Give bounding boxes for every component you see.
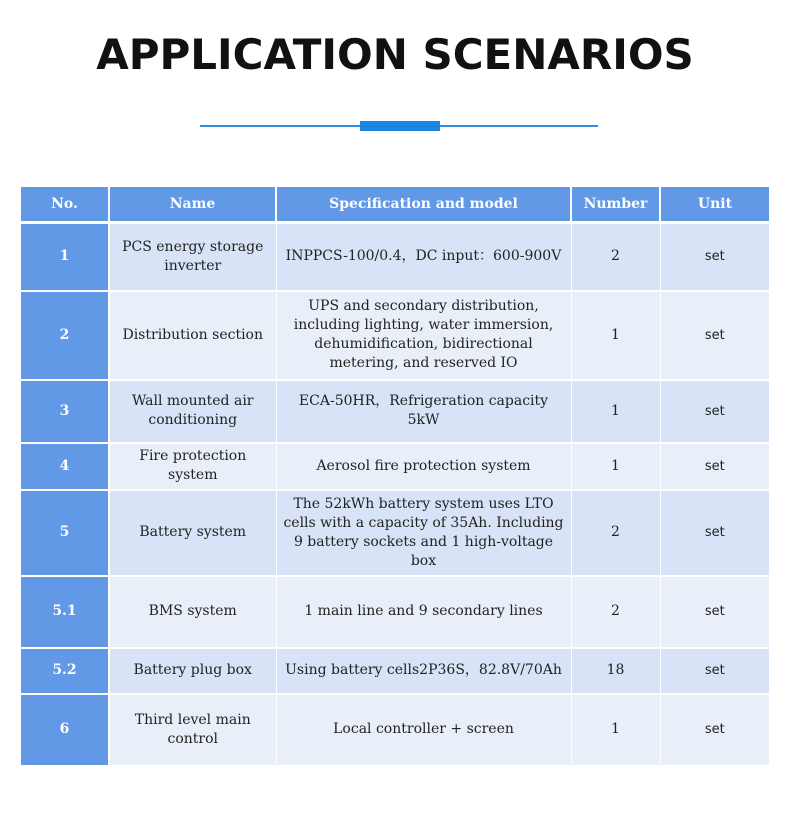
row-spec: ECA-50HR，Refrigeration capacity 5kW <box>276 380 571 443</box>
row-number: 1 <box>571 291 660 380</box>
row-unit: set <box>660 443 769 490</box>
row-no: 1 <box>21 223 109 291</box>
row-unit: set <box>660 291 769 380</box>
row-spec: INPPCS-100/0.4，DC input：600-900V <box>276 223 571 291</box>
table-row <box>21 223 769 291</box>
row-name: PCS energy storage inverter <box>109 223 276 291</box>
row-spec: The 52kWh battery system uses LTO cells with a capacity of 35Ah. Including 9 battery sockets and 1 high-voltage box <box>276 490 571 576</box>
application-scenarios-table <box>21 187 769 767</box>
row-number: 2 <box>571 490 660 576</box>
row-no: 5 <box>21 490 109 576</box>
row-name: Battery plug box <box>109 648 276 694</box>
table-row <box>21 694 769 766</box>
row-number: 1 <box>571 380 660 443</box>
table-row <box>21 443 769 490</box>
row-spec: UPS and secondary distribution, including lighting, water immersion, dehumidification, bidirectional metering, and reserved IO <box>276 291 571 380</box>
row-no: 2 <box>21 291 109 380</box>
table-row <box>21 291 769 380</box>
row-number: 2 <box>571 223 660 291</box>
table-header-row <box>21 187 769 223</box>
header-no: No. <box>21 187 109 223</box>
table-row <box>21 380 769 443</box>
row-unit: set <box>660 380 769 443</box>
row-name: Fire protection system <box>109 443 276 490</box>
table-row <box>21 490 769 576</box>
row-unit: set <box>660 576 769 648</box>
page-title: APPLICATION SCENARIOS <box>96 30 694 79</box>
row-no: 5.2 <box>21 648 109 694</box>
row-number: 18 <box>571 648 660 694</box>
row-number: 2 <box>571 576 660 648</box>
table-row <box>21 648 769 694</box>
row-spec: Local controller + screen <box>276 694 571 766</box>
row-unit: set <box>660 223 769 291</box>
row-no: 5.1 <box>21 576 109 648</box>
row-spec: Using battery cells2P36S，82.8V/70Ah <box>276 648 571 694</box>
row-no: 4 <box>21 443 109 490</box>
row-name: Wall mounted air conditioning <box>109 380 276 443</box>
row-name: BMS system <box>109 576 276 648</box>
table-row <box>21 576 769 648</box>
row-number: 1 <box>571 694 660 766</box>
row-name: Battery system <box>109 490 276 576</box>
row-spec: 1 main line and 9 secondary lines <box>276 576 571 648</box>
header-unit: Unit <box>660 187 769 223</box>
row-name: Distribution section <box>109 291 276 380</box>
row-no: 6 <box>21 694 109 766</box>
row-unit: set <box>660 648 769 694</box>
header-name: Name <box>109 187 276 223</box>
header-specification: Specification and model <box>276 187 571 223</box>
row-unit: set <box>660 490 769 576</box>
row-no: 3 <box>21 380 109 443</box>
row-number: 1 <box>571 443 660 490</box>
row-name: Third level main control <box>109 694 276 766</box>
row-spec: Aerosol fire protection system <box>276 443 571 490</box>
header-number: Number <box>571 187 660 223</box>
row-unit: set <box>660 694 769 766</box>
title-divider-accent <box>360 121 440 131</box>
